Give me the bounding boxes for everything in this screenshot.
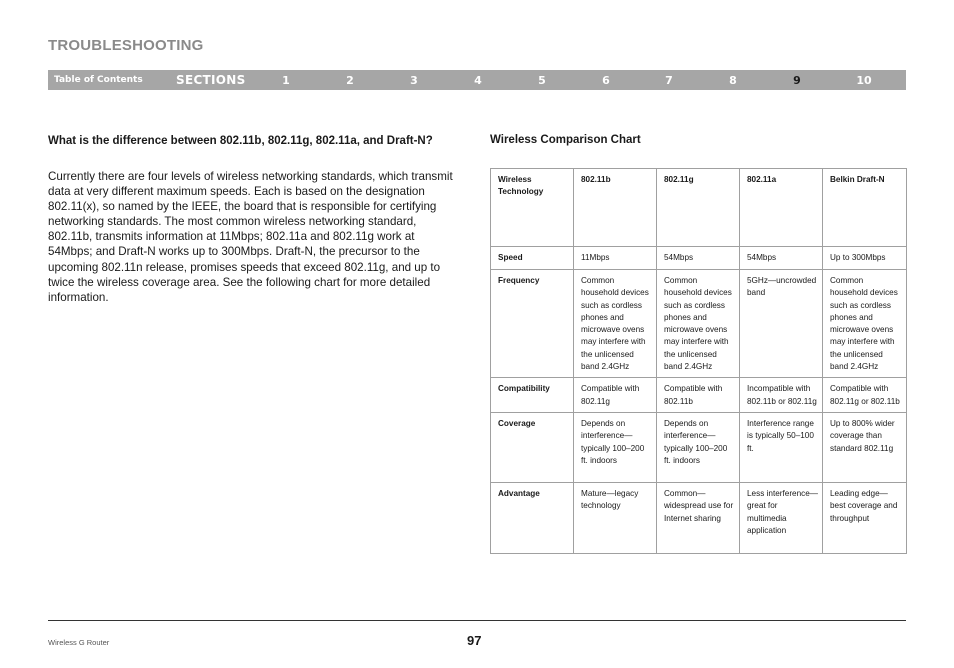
table-cell: Depends on interference—typically 100–200 ft. indoors: [574, 412, 657, 482]
table-row: [491, 378, 907, 413]
page-number: 97: [467, 633, 482, 648]
section-link-3[interactable]: 3: [410, 74, 418, 87]
header-cell: Belkin Draft-N: [823, 169, 907, 247]
table-cell: Incompatible with 802.11b or 802.11g: [740, 378, 823, 413]
table-cell: Less interference—great for multimedia application: [740, 482, 823, 553]
table-header-row: [491, 169, 907, 247]
table-cell: 54Mbps: [740, 247, 823, 270]
table-cell: Up to 300Mbps: [823, 247, 907, 270]
section-link-9[interactable]: 9: [793, 74, 801, 87]
section-link-7[interactable]: 7: [665, 74, 673, 87]
table-cell: Compatible with 802.11g or 802.11b: [823, 378, 907, 413]
table-cell: Common—widespread use for Internet sharing: [657, 482, 740, 553]
question-heading: What is the difference between 802.11b, 802.11g, 802.11a, and Draft-N?: [48, 135, 433, 147]
row-label: Speed: [491, 247, 574, 270]
table-cell: 54Mbps: [657, 247, 740, 270]
sections-label: SECTIONS: [176, 73, 246, 87]
table-cell: Common household devices such as cordless phones and microwave ovens may interfere with the unlicensed band 2.4GHz: [574, 270, 657, 378]
header-cell: 802.11g: [657, 169, 740, 247]
table-cell: Mature—legacy technology: [574, 482, 657, 553]
header-cell: 802.11b: [574, 169, 657, 247]
section-link-6[interactable]: 6: [602, 74, 610, 87]
table-cell: Up to 800% wider coverage than standard 802.11g: [823, 412, 907, 482]
table-cell: Compatible with 802.11g: [574, 378, 657, 413]
table-row: [491, 412, 907, 482]
page-title: TROUBLESHOOTING: [48, 37, 204, 54]
table-of-contents-link[interactable]: Table of Contents: [54, 75, 143, 85]
table-cell: Common household devices such as cordless phones and microwave ovens may interfere with the unlicensed band 2.4GHz: [823, 270, 907, 378]
chart-title: Wireless Comparison Chart: [490, 134, 641, 146]
row-label: Compatibility: [491, 378, 574, 413]
table-cell: Interference range is typically 50–100 ft.: [740, 412, 823, 482]
row-label: Coverage: [491, 412, 574, 482]
section-link-5[interactable]: 5: [538, 74, 546, 87]
section-navbar: [48, 70, 906, 90]
section-link-8[interactable]: 8: [729, 74, 737, 87]
question-body: Currently there are four levels of wireless networking standards, which transmit data at very different maximum speeds. Each is based on the designation 802.11(x), so named by the IEEE, the board that is responsible for certifying networking standards. The most common wireless networking standard, 802.11b, transmits information at 11Mbps; 802.11a and 802.11g work at 54Mbps; and Draft-N works up to 300Mbps. Draft-N, the precursor to the upcoming 802.11n release, promises speeds that exceed 802.11g, and up to twice the wireless coverage area. See the following chart for more detailed information.: [48, 170, 453, 304]
footer-divider: [48, 620, 906, 621]
table-row: [491, 482, 907, 553]
wireless-comparison-table: [490, 168, 907, 554]
section-link-2[interactable]: 2: [346, 74, 354, 87]
table-cell: Compatible with 802.11b: [657, 378, 740, 413]
table-cell: Leading edge—best coverage and throughput: [823, 482, 907, 553]
table-cell: 11Mbps: [574, 247, 657, 270]
row-label: Advantage: [491, 482, 574, 553]
table-row: [491, 270, 907, 378]
table-row: [491, 247, 907, 270]
section-link-4[interactable]: 4: [474, 74, 482, 87]
header-cell: Wireless Technology: [491, 169, 574, 247]
header-cell: 802.11a: [740, 169, 823, 247]
footer-product-name: Wireless G Router: [48, 638, 110, 647]
section-link-1[interactable]: 1: [282, 74, 290, 87]
table-cell: Depends on interference—typically 100–200 ft. indoors: [657, 412, 740, 482]
table-cell: Common household devices such as cordless phones and microwave ovens may interfere with the unlicensed band 2.4GHz: [657, 270, 740, 378]
row-label: Frequency: [491, 270, 574, 378]
table-cell: 5GHz—uncrowded band: [740, 270, 823, 378]
section-link-10[interactable]: 10: [856, 74, 872, 87]
